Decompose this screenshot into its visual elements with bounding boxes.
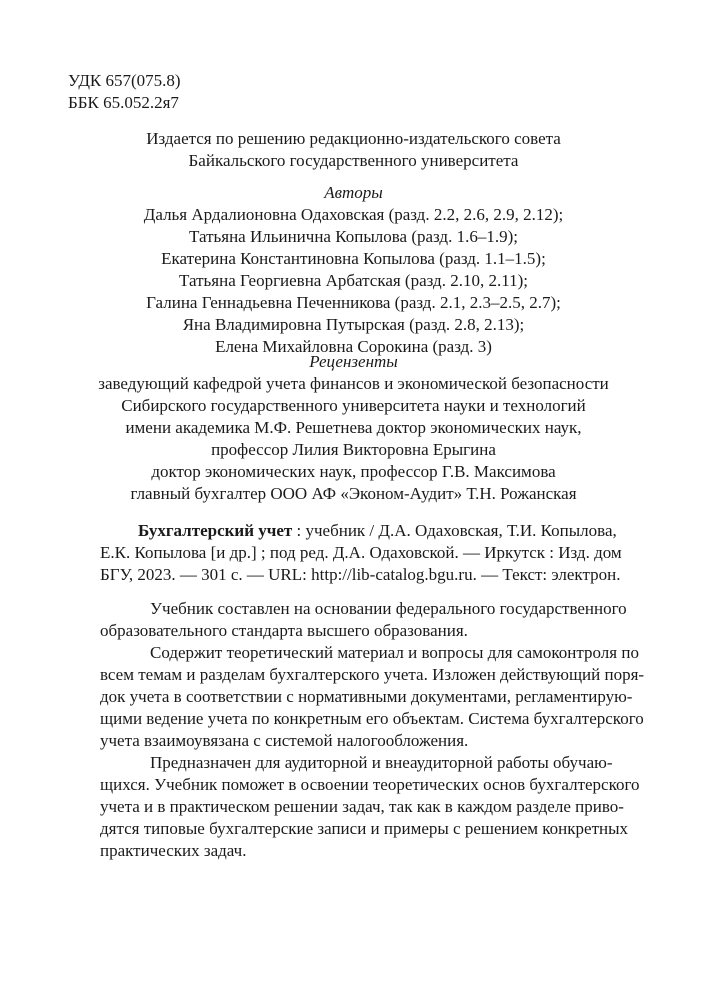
abstract-line: учета взаимоувязана с системой налогообложения.: [100, 731, 469, 750]
abstract-line: дятся типовые бухгалтерские записи и примеры с решением конкретных: [100, 819, 629, 838]
publisher-note-line: Байкальского государственного университета: [188, 151, 519, 170]
bbk-code: ББК 65.052.2я7: [68, 93, 179, 112]
reviewer-line: заведующий кафедрой учета финансов и экономической безопасности: [98, 374, 609, 393]
abstract-line: образовательного стандарта высшего образования.: [100, 621, 468, 640]
author-line: Екатерина Константиновна Копылова (разд. 1.1–1.5);: [161, 249, 546, 268]
reviewer-line: доктор экономических наук, профессор Г.В. Максимова: [151, 462, 556, 481]
abstract-line: щими ведение учета по конкретным его объектам. Система бухгалтерского: [100, 709, 644, 728]
publisher-note-line: Издается по решению редакционно-издательского совета: [146, 129, 561, 148]
bibliographic-record: [100, 520, 640, 586]
author-line: Татьяна Георгиевна Арбатская (разд. 2.10, 2.11);: [179, 271, 528, 290]
abstract-line: практических задач.: [100, 841, 247, 860]
author-line: Галина Геннадьевна Печенникова (разд. 2.1, 2.3–2.5, 2.7);: [146, 293, 561, 312]
classification-codes: [68, 70, 181, 114]
abstract-paragraph: [100, 642, 645, 752]
abstract-line: Содержит теоретический материал и вопросы для самоконтроля по: [150, 643, 639, 662]
reviewer-line: Сибирского государственного университета науки и технологий: [121, 396, 586, 415]
abstract-line: щихся. Учебник поможет в освоении теоретических основ бухгалтерского: [100, 775, 640, 794]
reviewer-line: главный бухгалтер ООО АФ «Эконом-Аудит» Т.Н. Рожанская: [130, 484, 577, 503]
udk-code: УДК 657(075.8): [68, 71, 181, 90]
abstract-paragraph: [100, 598, 640, 642]
author-line: Далья Ардалионовна Одаховская (разд. 2.2, 2.6, 2.9, 2.12);: [143, 205, 564, 224]
authors-heading: Авторы: [324, 183, 383, 202]
author-line: Татьяна Ильинична Копылова (разд. 1.6–1.9);: [189, 227, 518, 246]
abstract-line: Учебник составлен на основании федерального государственного: [150, 599, 627, 618]
author-line: Елена Михайловна Сорокина (разд. 3): [215, 337, 492, 356]
authors-section: [60, 182, 647, 358]
reviewer-line: профессор Лилия Викторовна Ерыгина: [211, 440, 496, 459]
abstract-line: учета и в практическом решении задач, так как в каждом разделе приво-: [100, 797, 624, 816]
biblio-line: [100, 520, 640, 542]
reviewers-heading: Рецензенты: [309, 352, 398, 371]
biblio-line: Е.К. Копылова [и др.] ; под ред. Д.А. Одаховской. — Иркутск : Изд. дом: [100, 543, 622, 562]
biblio-responsibility: : учебник / Д.А. Одаховская, Т.И. Копылова,: [292, 521, 617, 540]
biblio-line: БГУ, 2023. — 301 с. — URL: http://lib-catalog.bgu.ru. — Текст: электрон.: [100, 565, 621, 584]
author-line: Яна Владимировна Путырская (разд. 2.8, 2.13);: [182, 315, 525, 334]
abstract-paragraph: [100, 752, 640, 862]
publisher-note: [60, 128, 647, 172]
abstract-line: всем темам и разделам бухгалтерского учета. Изложен действующий поря-: [100, 665, 645, 684]
abstract: [100, 598, 645, 862]
book-title: Бухгалтерский учет: [138, 521, 293, 540]
abstract-line: Предназначен для аудиторной и внеаудиторной работы обучаю-: [150, 753, 613, 772]
reviewer-line: имени академика М.Ф. Решетнева доктор экономических наук,: [125, 418, 582, 437]
abstract-line: док учета в соответствии с нормативными документами, регламентирую-: [100, 687, 633, 706]
reviewers-section: [60, 351, 647, 505]
